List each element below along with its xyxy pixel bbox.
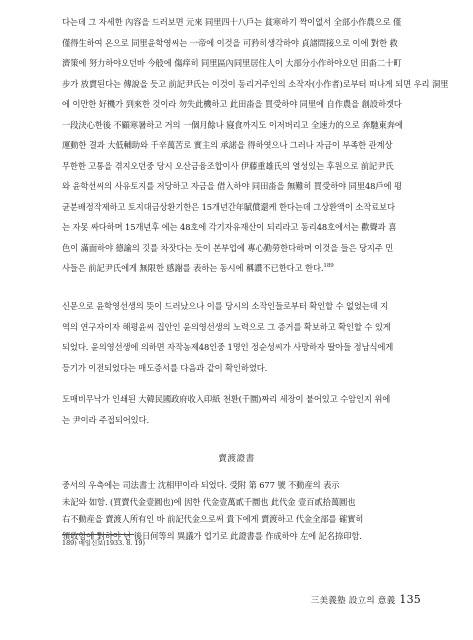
text-line: 되었다. 윤의영선생에 의하면 자작농제48인중 1명인 정순성씨가 사망하자 딸아들 정남식에게 bbox=[62, 342, 394, 352]
text-line: 濟策에 努力하야오던바 今般에 傷痒히 同里區內同里居住人이 大部分小作하야오던 田畓二十町 bbox=[62, 58, 402, 68]
text-line-last: 사들은 前記尹氏에게 無限한 感謝를 表하는 동시에 稱讚不已한다고 한다. bbox=[62, 263, 324, 273]
text-line: 무한한 고통을 겪지오던중 당시 오산금융조합이사 伊藤重雄氏의 열성있는 후원으로 前記尹氏 bbox=[62, 160, 394, 171]
running-footer bbox=[311, 593, 421, 606]
text-line: 右不動産을 賣渡人所有인 바 前記代金으로써 貴下에게 賣渡하고 代金全部를 確實히 bbox=[62, 514, 364, 524]
text-line: 등기가 이전되었다는 매도증서를 다음과 같이 확인하였다. bbox=[62, 362, 268, 373]
text-line: 균분배정작제하고 토지대금상환기한은 15개년간年賦償還케 한다는데 그상환액이 소작료보다 bbox=[62, 201, 395, 212]
paragraph-2 bbox=[62, 296, 408, 378]
text-line: 다는데 그 자세한 內容을 드러보면 元來 同里四十八戶는 貧寒하기 짝이없서 全部小作農으로 僅 bbox=[62, 17, 402, 27]
text-line: 領收함에 對하야 난 後日何等의 異議가 업기로 此證書를 作成하야 左에 記名捺印함. bbox=[62, 531, 362, 541]
page-number: 135 bbox=[399, 593, 421, 606]
text-line: 色이 滿面하야 德諭의 깃를 차잣다는 듯이 본부업에 專心勤勞한다하며 이것을 들은 당지주 민 bbox=[62, 242, 394, 253]
text-line: 運動한 결과 大低輔助와 千辛萬苦로 實主의 承諾을 得하엿으나 그러나 자금이 부족한 관계상 bbox=[62, 140, 393, 150]
text-line: 도매비무낙가 인쇄된 大韓民國政府收入印紙 천환(千圜)짜리 세장이 붙어있고 수암인지 위에 bbox=[62, 394, 391, 404]
text-line: 는 자못 싸다하며 15개년후 에는 48호에 각기자유재산이 되리라고 동리48호에서는 歡聲과 喜 bbox=[62, 222, 397, 232]
text-line: 僅得生하여 온으로 同里윤학영씨는 一帝에 이것을 可矜히생각하야 貞諸問接으로 이에 對한 救 bbox=[62, 37, 398, 48]
paragraph-1 bbox=[62, 12, 449, 279]
text-line: 중서의 우측에는 司法書士 沈相甲이라 되었다. 受附 第 677 號 不動産의 表示 bbox=[62, 480, 340, 490]
text-line bbox=[62, 258, 408, 279]
text-line: 一段決心한後 不顧寒暑하고 거의 一個月餘나 寢食까지도 이저버리고 全速力的으로 奔馳東奔에 bbox=[62, 119, 403, 130]
text-line: 는 尹이라 주접되어있다. bbox=[62, 414, 150, 425]
text-line: 에 이만한 好機가 到來한 것이라 勿失此機하고 此田畓을 買受하야 同里에 自作農을 創設하겟다 bbox=[62, 99, 402, 109]
footnote: 189) 매일신보(1933. 8. 19) bbox=[62, 539, 145, 547]
text-line: 와 윤학선씨의 사유토지를 저당하고 자금을 借入하야 同田畓을 無難히 買受하야 同里48戶에 평 bbox=[62, 181, 402, 191]
text-line: 步가 放賣된다는 傳說을 듯고 前記尹氏는 이것이 동리거주인의 소작자(小作者)로부터 떠나게 되면 우리 洞里 bbox=[62, 78, 449, 89]
paragraph-3 bbox=[62, 389, 408, 430]
running-title: 三美義塾 設立의 意義 bbox=[310, 596, 396, 606]
text-line: 역의 연구자이자 해평윤씨 집안인 윤의영선생의 노력으로 그 증거를 확보하고 확인할 수 있게 bbox=[62, 321, 391, 332]
footnote-marker[interactable]: 189 bbox=[323, 263, 334, 270]
text-line: 未記와 如함. (買賣代金壹圓也)에 因한 代金壹萬貳千圜也 此代金 壹百貳拾萬圓也 bbox=[62, 497, 356, 507]
footnote-divider bbox=[62, 534, 134, 535]
text-line: 신문으로 윤학영선생의 뜻이 드러났으나 이를 당시의 소작인들로부터 확인할 수 없었는데 지 bbox=[62, 301, 389, 311]
deed-title: 賣渡證書 bbox=[218, 454, 255, 464]
